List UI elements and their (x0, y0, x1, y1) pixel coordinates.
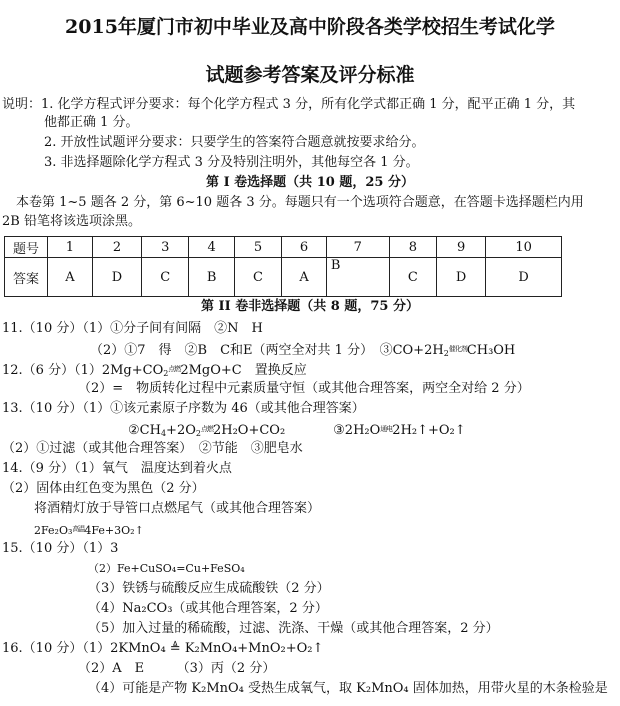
note-3: 3. 非选择题除化学方程式 3 分及特别注明外，其他每空各 1 分。 (44, 155, 419, 170)
question-number: 7 (326, 237, 389, 258)
answer-table (4, 236, 562, 297)
answer-cell: C (234, 258, 281, 297)
q14-line1: 14.（9 分）（1）氧气 温度达到着火点 (2, 461, 232, 476)
answer-cell: B (189, 258, 235, 297)
q12-line1: 12.（6 分）$(1)2Mg+CO_2$点燃2MgO+C 置换反应 (2, 363, 307, 378)
row-label-answer: 答案 (5, 258, 48, 297)
table-row-numbers (5, 237, 562, 258)
q11-line1: 11.（10 分）（1）①分子间有间隔 ②N H (2, 321, 263, 336)
doc-title-line1: 2015年厦门市初中毕业及高中阶段各类学校招生考试化学 (65, 16, 555, 38)
question-number: 5 (234, 237, 281, 258)
question-number: 10 (486, 237, 562, 258)
q11-line2: （2）①7 得 ②B C和E（两空全对共 1 分） $③CO+2H_2$催化剂CH₃OH (90, 343, 516, 358)
part1-desc-1: 本卷第 1~5 题各 2 分，第 6~10 题各 3 分。每题只有一个选项符合题意，在答题卡选择题栏内用 (16, 195, 584, 210)
row-label-number: 题号 (5, 237, 48, 258)
q15-line2: （2）Fe+CuSO₄=Cu+FeSO₄ (88, 562, 245, 575)
note-1-cont: 他都正确 1 分。 (44, 115, 139, 130)
answer-cell: D (486, 258, 562, 297)
question-number: 2 (92, 237, 141, 258)
q15-line4: （4）Na₂CO₃（或其他合理答案，2 分） (88, 601, 328, 616)
part1-title: 第 I 卷选择题（共 10 题，25 分） (206, 175, 414, 190)
question-number: 4 (189, 237, 235, 258)
q15-line3: （3）铁锈与硫酸反应生成硫酸铁（2 分） (88, 581, 330, 596)
q15-line1: 15.（10 分）（1）3 (2, 541, 119, 556)
question-number: 9 (436, 237, 485, 258)
answer-cell: A (48, 258, 93, 297)
q14-line4: 2Fe₂O₃高温4Fe+3O₂↑ (34, 524, 144, 537)
question-number: 3 (142, 237, 189, 258)
q15-line5: （5）加入过量的稀硫酸，过滤、洗涤、干燥（或其他合理答案，2 分） (88, 621, 499, 636)
q12-line2: （2）= 物质转化过程中元素质量守恒（或其他合理答案，两空全对给 2 分） (78, 381, 530, 396)
answer-cell: C (389, 258, 436, 297)
q13-line1: 13.（10 分）（1）①该元素原子序数为 46（或其他合理答案） (2, 401, 365, 416)
q16-line1: 16.（10 分）（1）2KMnO₄ ≜ K₂MnO₄+MnO₂+O₂↑ (2, 641, 324, 656)
part2-title: 第 II 卷非选择题（共 8 题，75 分） (201, 299, 419, 314)
answer-cell: D (436, 258, 485, 297)
q13-line3: （2）①过滤（或其他合理答案） ②节能 ③肥皂水 (2, 441, 303, 456)
q14-line2: （2）固体由红色变为黑色（2 分） (2, 481, 205, 496)
note-2: 2. 开放性试题评分要求：只要学生的答案符合题意就按要求给分。 (44, 135, 425, 150)
question-number: 1 (48, 237, 93, 258)
note-1: 说明：1. 化学方程式评分要求：每个化学方程式 3 分，所有化学式都正确 1 分，配平正确 1 分，其 (2, 97, 576, 112)
answer-cell: A (282, 258, 327, 297)
q16-line3: （4）可能是产物 K₂MnO₄ 受热生成氧气，取 K₂MnO₄ 固体加热，用带火星的木条检验是 (88, 681, 608, 696)
answer-cell: B (326, 258, 389, 297)
q13-line2: $②CH_4+2O_2$点燃2H₂O+CO₂ ③2H₂O通电2H₂↑+O₂↑ (128, 423, 466, 438)
question-number: 8 (389, 237, 436, 258)
question-number: 6 (282, 237, 327, 258)
doc-title-line2: 试题参考答案及评分标准 (205, 64, 415, 86)
q14-line3: 将酒精灯放于导管口点燃尾气（或其他合理答案） (34, 501, 321, 516)
table-row-answers (5, 258, 562, 297)
answer-cell: D (92, 258, 141, 297)
q16-line2: （2）A E （3）丙（2 分） (78, 661, 276, 676)
part1-desc-2: 2B 铅笔将该选项涂黑。 (2, 214, 141, 229)
answer-cell: C (142, 258, 189, 297)
